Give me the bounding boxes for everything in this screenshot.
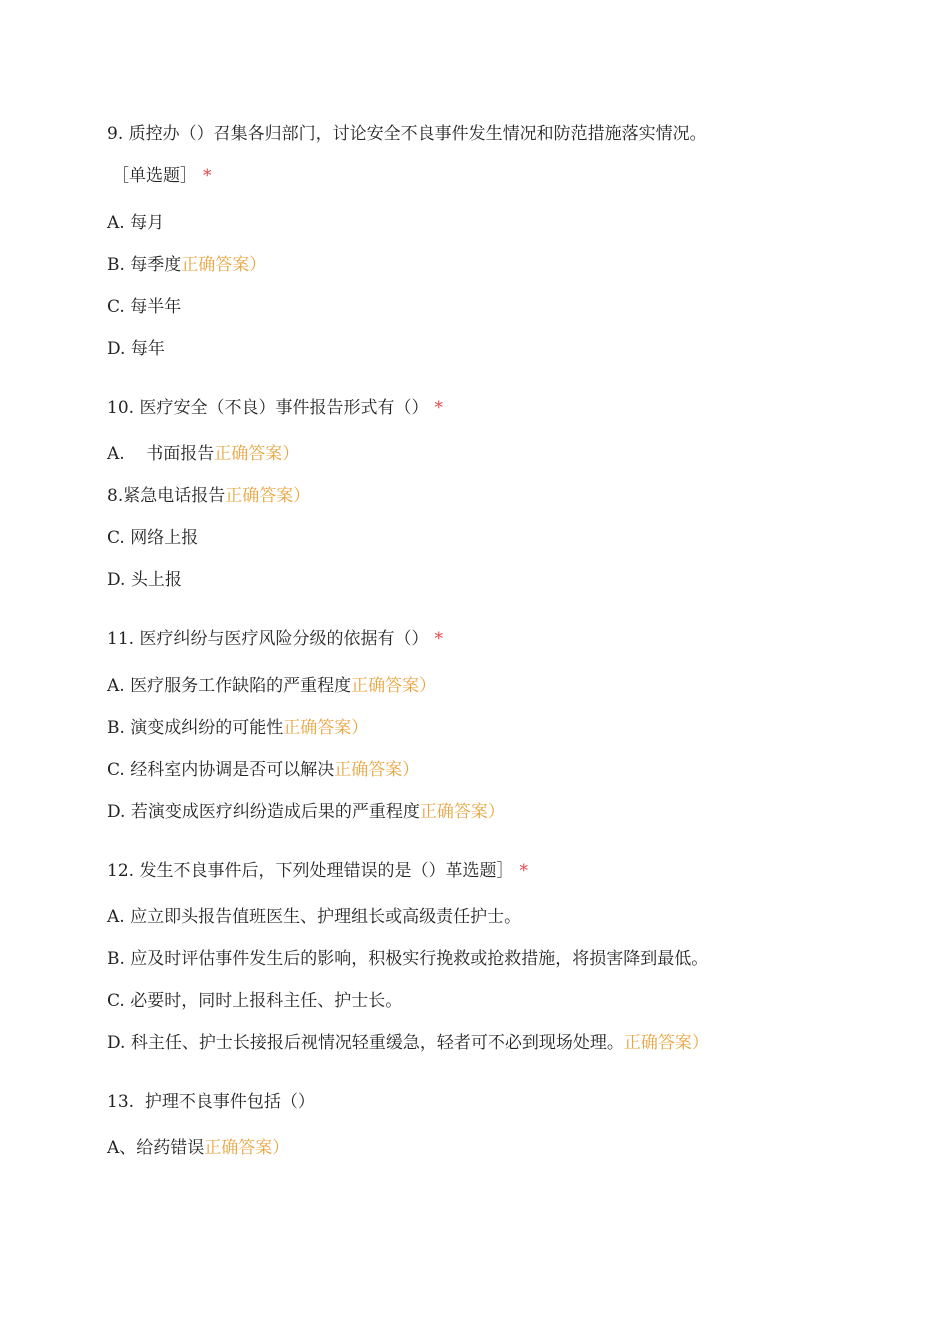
question-11-text: 11. 医疗纠纷与医疗风险分级的依据有（） — [107, 629, 429, 649]
option-9-c[interactable]: C. 每半年 — [107, 297, 182, 317]
correct-answer-tag: 正确答案） — [623, 1033, 709, 1053]
correct-answer-tag: 正确答案） — [419, 802, 505, 822]
question-10 — [107, 396, 443, 420]
option-12-d[interactable]: D. 科主任、护士长接报后视情况轻重缓急，轻者可不必到现场处理。正确答案） — [107, 1033, 709, 1053]
question-10-text: 10. 医疗安全（不良）事件报告形式有（） — [107, 398, 429, 418]
option-10-d[interactable]: D. 头上报 — [107, 570, 182, 590]
question-12-text: 12. 发生不良事件后，下列处理错误的是（）革选题］ — [107, 861, 514, 881]
correct-answer-tag: 正确答案） — [351, 676, 437, 696]
option-11-c[interactable]: C. 经科室内协调是否可以解决正确答案） — [107, 760, 420, 780]
option-9-d[interactable]: D. 每年 — [107, 339, 165, 359]
option-10-b[interactable]: 8.紧急电话报告正确答案） — [107, 486, 311, 506]
required-icon: * — [203, 166, 212, 186]
question-12 — [107, 859, 528, 883]
option-11-d[interactable]: D. 若演变成医疗纠纷造成后果的严重程度正确答案） — [107, 802, 505, 822]
question-9 — [107, 122, 707, 146]
correct-answer-tag: 正确答案） — [225, 486, 311, 506]
required-icon: * — [519, 861, 528, 881]
option-10-a[interactable]: A. 书面报告正确答案） — [107, 444, 300, 464]
correct-answer-tag: 正确答案） — [283, 718, 369, 738]
option-9-a[interactable]: A. 每月 — [107, 213, 165, 233]
option-12-a[interactable]: A. 应立即头报告值班医生、护理组长或高级责任护士。 — [107, 907, 522, 927]
question-9-type — [112, 164, 212, 188]
question-13 — [107, 1090, 315, 1114]
correct-answer-tag: 正确答案） — [334, 760, 420, 780]
question-11 — [107, 627, 443, 651]
option-9-b[interactable]: B. 每季度正确答案） — [107, 255, 267, 275]
option-12-b[interactable]: B. 应及时评估事件发生后的影响，积极实行挽救或抢救措施，将损害降到最低。 — [107, 949, 709, 969]
correct-answer-tag: 正确答案） — [204, 1138, 290, 1158]
question-9-text: 9. 质控办（）召集各归部门，讨论安全不良事件发生情况和防范措施落实情况。 — [107, 124, 707, 144]
option-11-a[interactable]: A. 医疗服务工作缺陷的严重程度正确答案） — [107, 676, 437, 696]
correct-answer-tag: 正确答案） — [181, 255, 267, 275]
question-13-text: 13. 护理不良事件包括（） — [107, 1092, 315, 1112]
option-11-b[interactable]: B. 演变成纠纷的可能性正确答案） — [107, 718, 369, 738]
required-icon: * — [434, 398, 443, 418]
required-icon: * — [434, 629, 443, 649]
option-12-c[interactable]: C. 必要时，同时上报科主任、护士长。 — [107, 991, 403, 1011]
correct-answer-tag: 正确答案） — [214, 444, 300, 464]
question-type-label: ［单选题］ — [112, 166, 197, 186]
option-13-a[interactable]: A、给药错误正确答案） — [107, 1138, 290, 1158]
option-10-c[interactable]: C. 网络上报 — [107, 528, 199, 548]
